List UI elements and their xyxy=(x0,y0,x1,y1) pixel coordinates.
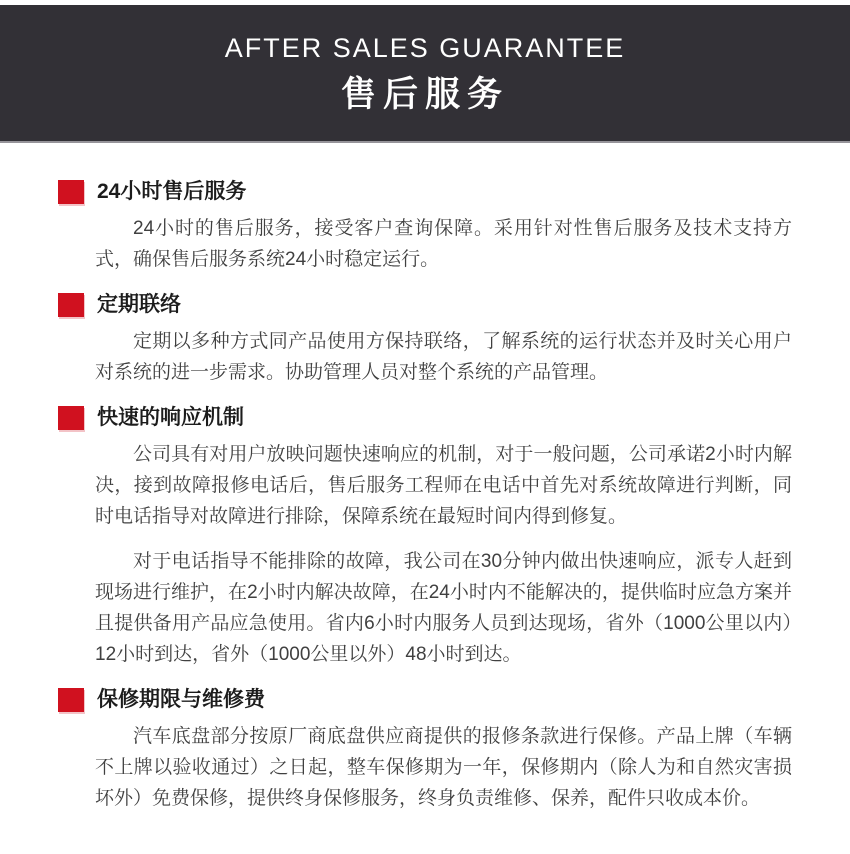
red-square-bullet-icon xyxy=(58,406,84,430)
section-paragraph: 对于电话指导不能排除的故障，我公司在30分钟内做出快速响应，派专人赶到现场进行维护，在2小时内解决故障，在24小时内不能解决的，提供临时应急方案并且提供备用产品应急使用。省内6小时内服务人员到达现场，省外（1000公里以内）12小时到达，省外（1000公里以外）48小时到达。 xyxy=(95,551,792,665)
red-square-bullet-icon xyxy=(58,293,84,317)
section-heading: 定期联络 xyxy=(97,293,181,316)
section-header xyxy=(58,405,792,431)
banner-title-chinese: 售后服务 xyxy=(340,75,509,114)
section-rapid-response xyxy=(58,405,792,670)
section-heading: 快速的响应机制 xyxy=(97,406,244,429)
section-heading: 保修期限与维修费 xyxy=(97,688,265,711)
section-header xyxy=(58,179,792,205)
section-paragraph: 定期以多种方式同产品使用方保持联络，了解系统的运行状态并及时关心用户对系统的进一步需求。协助管理人员对整个系统的产品管理。 xyxy=(95,331,792,383)
section-paragraph: 公司具有对用户放映问题快速响应的机制，对于一般问题，公司承诺2小时内解决，接到故障报修电话后，售后服务工程师在电话中首先对系统故障进行判断，同时电话指导对故障进行排除，保障系统在最短时间内得到修复。 xyxy=(95,444,792,527)
page xyxy=(0,5,850,854)
section-heading: 24小时售后服务 xyxy=(97,180,247,203)
section-regular-contact xyxy=(58,292,792,388)
section-24h-service xyxy=(58,179,792,275)
document-body xyxy=(0,143,850,854)
red-square-bullet-icon xyxy=(58,688,84,712)
section-paragraph: 24小时的售后服务，接受客户查询保障。采用针对性售后服务及技术支持方式，确保售后服务系统24小时稳定运行。 xyxy=(95,218,792,270)
section-paragraph: 汽车底盘部分按原厂商底盘供应商提供的报修条款进行保修。产品上牌（车辆不上牌以验收通过）之日起，整车保修期为一年，保修期内（除人为和自然灾害损坏外）免费保修，提供终身保修服务，终身负责维修、保养，配件只收成本价。 xyxy=(95,726,792,809)
header-banner xyxy=(0,5,850,143)
banner-title-english: AFTER SALES GUARANTEE xyxy=(224,33,626,63)
section-header xyxy=(58,292,792,318)
section-header xyxy=(58,687,792,713)
section-warranty-terms xyxy=(58,687,792,814)
red-square-bullet-icon xyxy=(58,180,84,204)
